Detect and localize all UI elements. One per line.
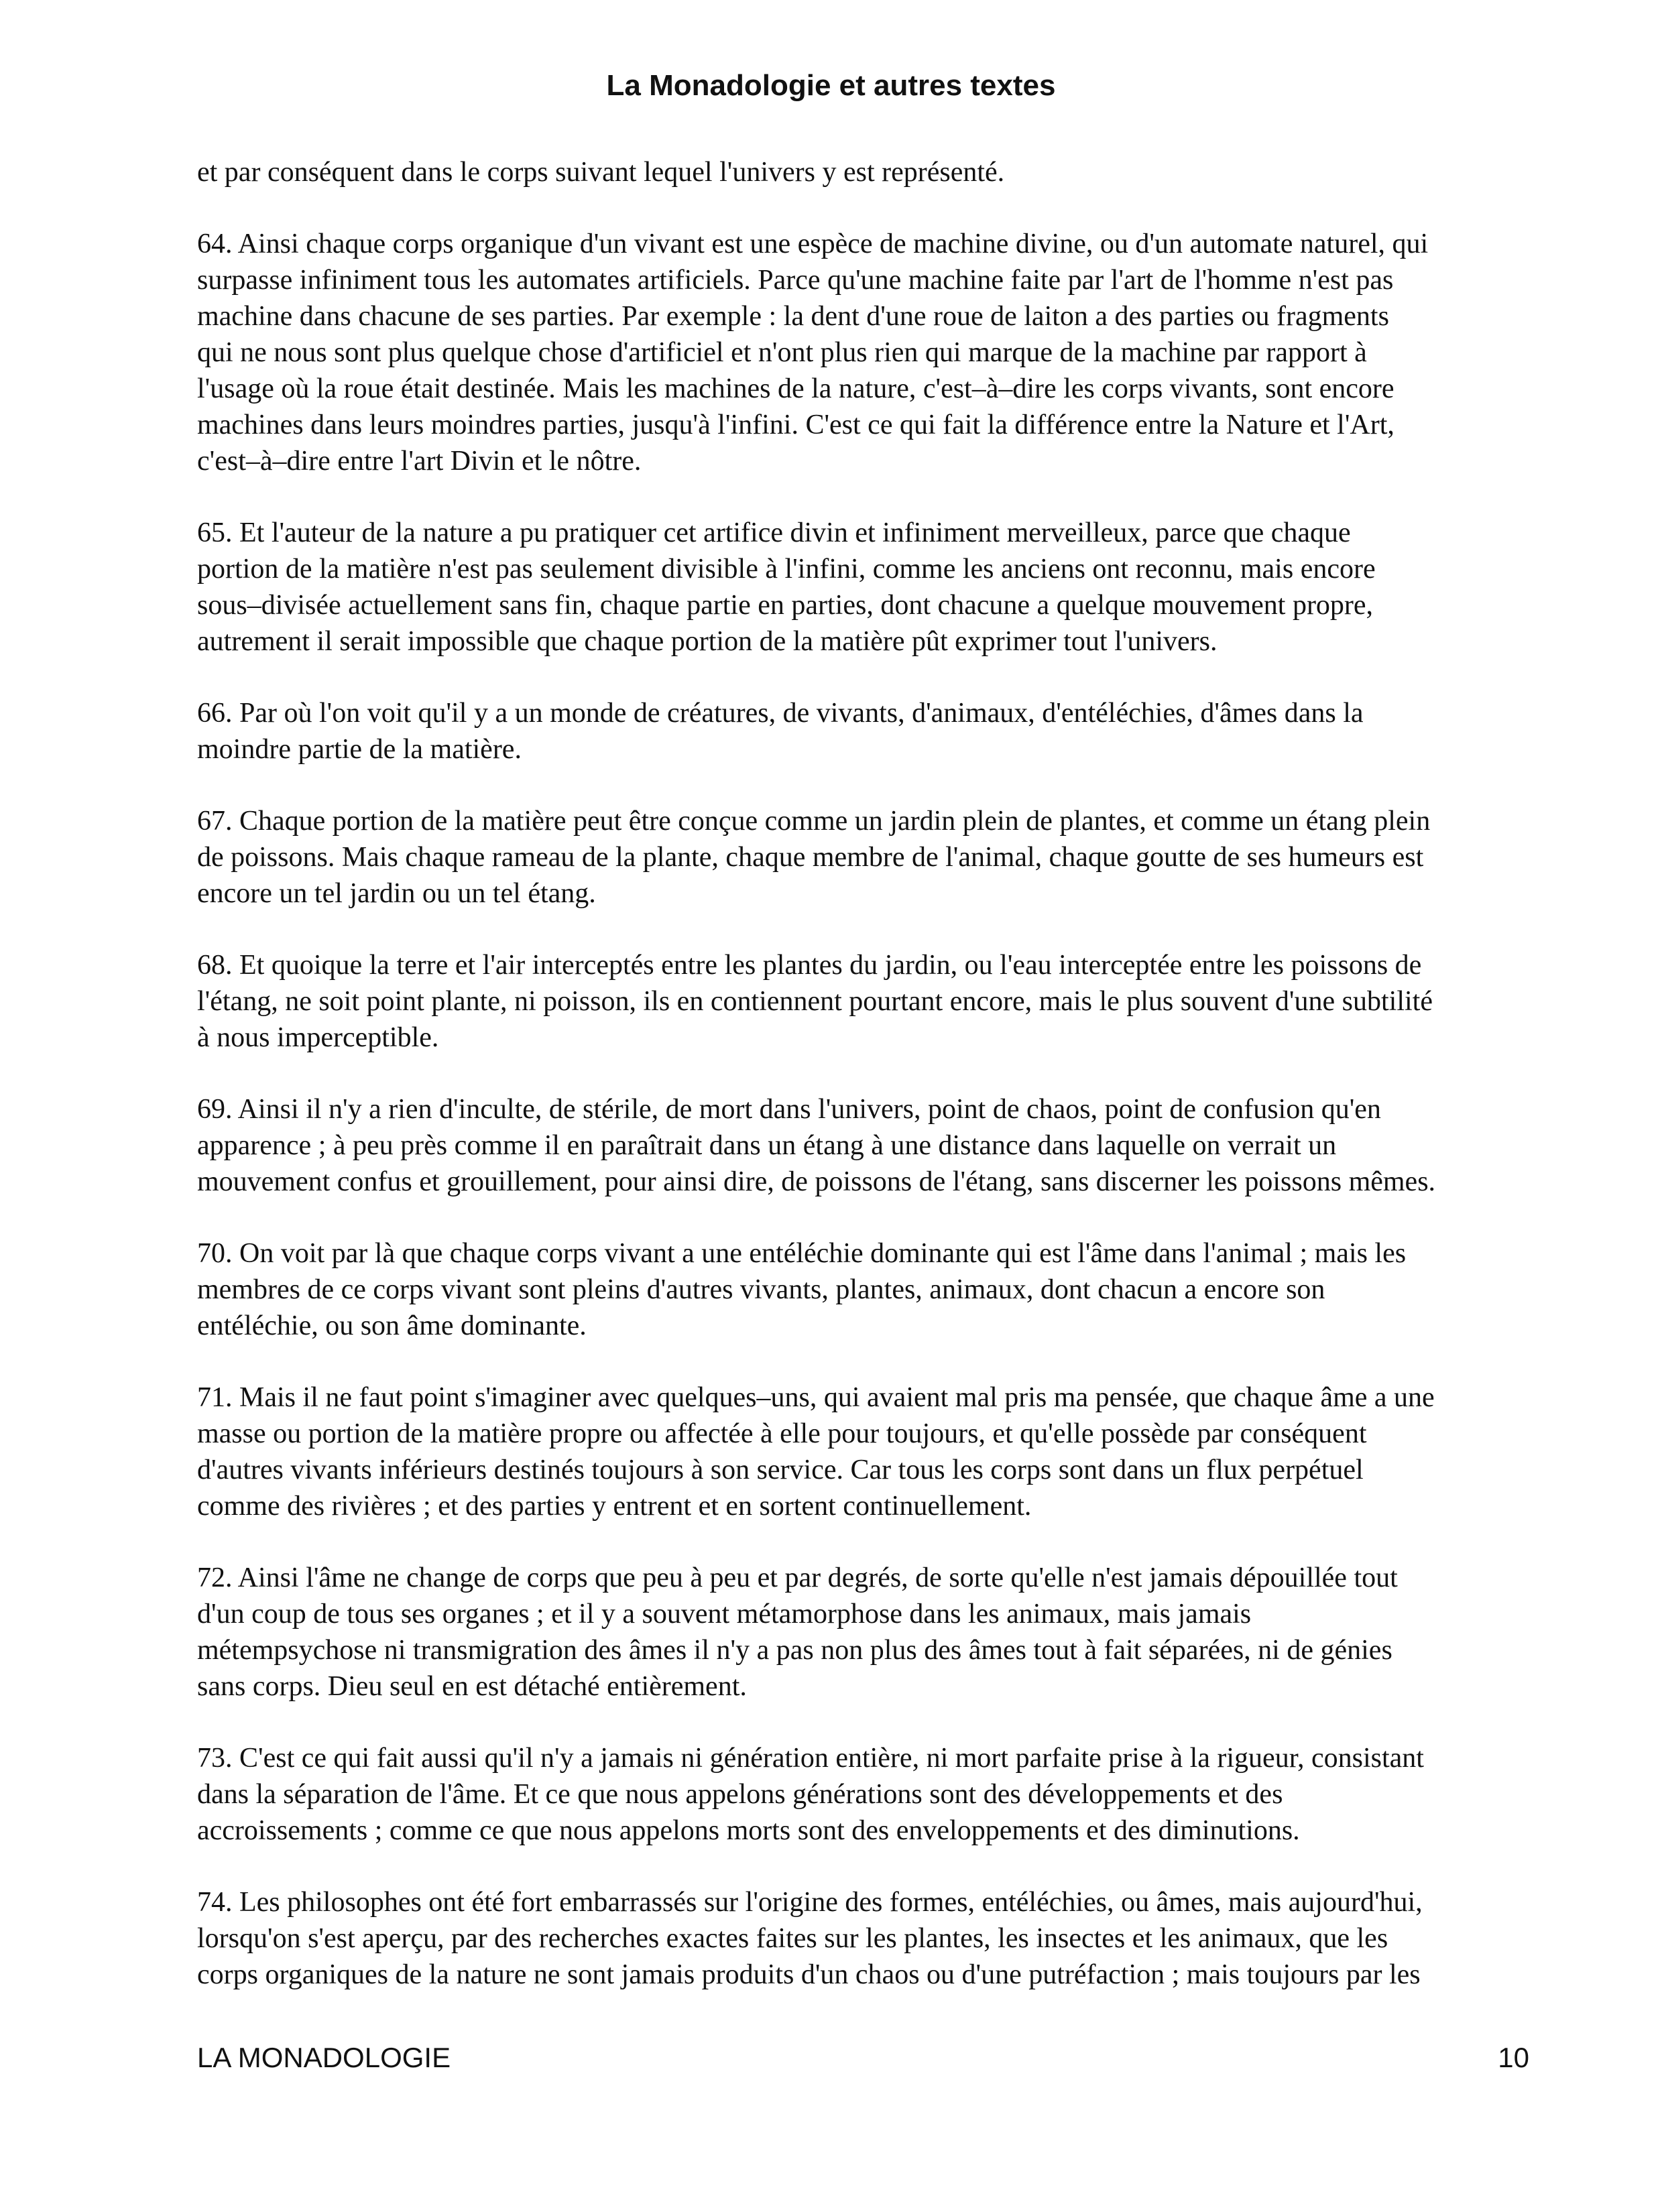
footer-section-title: LA MONADOLOGIE xyxy=(197,2042,451,2073)
paragraph-74: 74. Les philosophes ont été fort embarrassés sur l'origine des formes, entéléchies, ou âmes, mais aujourd'hui, lorsqu'on s'est aperçu, par des recherches exactes faites sur les plantes, les insectes et les animaux, que les corps organiques de la nature ne sont jamais produits d'un chaos ou d'une putréfaction ; mais toujours par les xyxy=(197,1887,1423,1990)
paragraph-67: 67. Chaque portion de la matière peut être conçue comme un jardin plein de plantes, et comme un étang plein de poissons. Mais chaque rameau de la plante, chaque membre de l'animal, chaque goutte de ses humeurs est encore un tel jardin ou un tel étang. xyxy=(197,806,1431,909)
body-text xyxy=(197,154,1535,2028)
paragraph-continuation: et par conséquent dans le corps suivant lequel l'univers y est représenté. xyxy=(197,157,1005,188)
paragraph-70: 70. On voit par là que chaque corps vivant a une entéléchie dominante qui est l'âme dans l'animal ; mais les membres de ce corps vivant sont pleins d'autres vivants, plantes, animaux, dont chacun a encore son entéléchie, ou son âme dominante. xyxy=(197,1238,1407,1341)
paragraph-64: 64. Ainsi chaque corps organique d'un vivant est une espèce de machine divine, ou d'un automate naturel, qui surpasse infiniment tous les automates artificiels. Parce qu'une machine faite par l'art de l'homme n'est pas machine dans chacune de ses parties. Par exemple : la dent d'une roue de laiton a des parties ou fragments qui ne nous sont plus quelque chose d'artificiel et n'ont plus rien qui marque de la machine par rapport à l'usage où la roue était destinée. Mais les machines de la nature, c'est–à–dire les corps vivants, sont encore machines dans leurs moindres parties, jusqu'à l'infini. C'est ce qui fait la différence entre la Nature et l'Art, c'est–à–dire entre l'art Divin et le nôtre. xyxy=(197,229,1429,477)
footer-page-number: 10 xyxy=(1498,2042,1529,2073)
paragraph-69: 69. Ainsi il n'y a rien d'inculte, de stérile, de mort dans l'univers, point de chaos, point de confusion qu'en apparence ; à peu près comme il en paraîtrait dans un étang à une distance dans laquelle on verrait un mouvement confus et grouillement, pour ainsi dire, de poissons de l'étang, sans discerner les poissons mêmes. xyxy=(197,1094,1436,1197)
paragraph-66: 66. Par où l'on voit qu'il y a un monde de créatures, de vivants, d'animaux, d'entéléchies, d'âmes dans la moindre partie de la matière. xyxy=(197,698,1364,765)
paragraph-68: 68. Et quoique la terre et l'air interceptés entre les plantes du jardin, ou l'eau interceptée entre les poissons de l'étang, ne soit point plante, ni poisson, ils en contiennent pourtant encore, mais le plus souvent d'une subtilité à nous imperceptible. xyxy=(197,950,1433,1053)
paragraph-71: 71. Mais il ne faut point s'imaginer avec quelques–uns, qui avaient mal pris ma pensée, que chaque âme a une masse ou portion de la matière propre ou affectée à elle pour toujours, et qu'elle possède par conséquent d'autres vivants inférieurs destinés toujours à son service. Car tous les corps sont dans un flux perpétuel comme des rivières ; et des parties y entrent et en sortent continuellement. xyxy=(197,1382,1435,1522)
paragraph-73: 73. C'est ce qui fait aussi qu'il n'y a jamais ni génération entière, ni mort parfaite prise à la rigueur, consistant dans la séparation de l'âme. Et ce que nous appelons générations sont des développements et des accroissements ; comme ce que nous appelons morts sont des enveloppements et des diminutions. xyxy=(197,1743,1424,1846)
page-header-title: La Monadologie et autres textes xyxy=(606,69,1056,102)
paragraph-65: 65. Et l'auteur de la nature a pu pratiquer cet artifice divin et infiniment merveilleux, parce que chaque portion de la matière n'est pas seulement divisible à l'infini, comme les anciens ont reconnu, mais encore sous–divisée actuellement sans fin, chaque partie en parties, dont chacune a quelque mouvement propre, autrement il serait impossible que chaque portion de la matière pût exprimer tout l'univers. xyxy=(197,517,1376,657)
paragraph-72: 72. Ainsi l'âme ne change de corps que peu à peu et par degrés, de sorte qu'elle n'est jamais dépouillée tout d'un coup de tous ses organes ; et il y a souvent métamorphose dans les animaux, mais jamais métempsychose ni transmigration des âmes il n'y a pas non plus des âmes tout à fait séparées, ni de génies sans corps. Dieu seul en est détaché entièrement. xyxy=(197,1562,1398,1702)
